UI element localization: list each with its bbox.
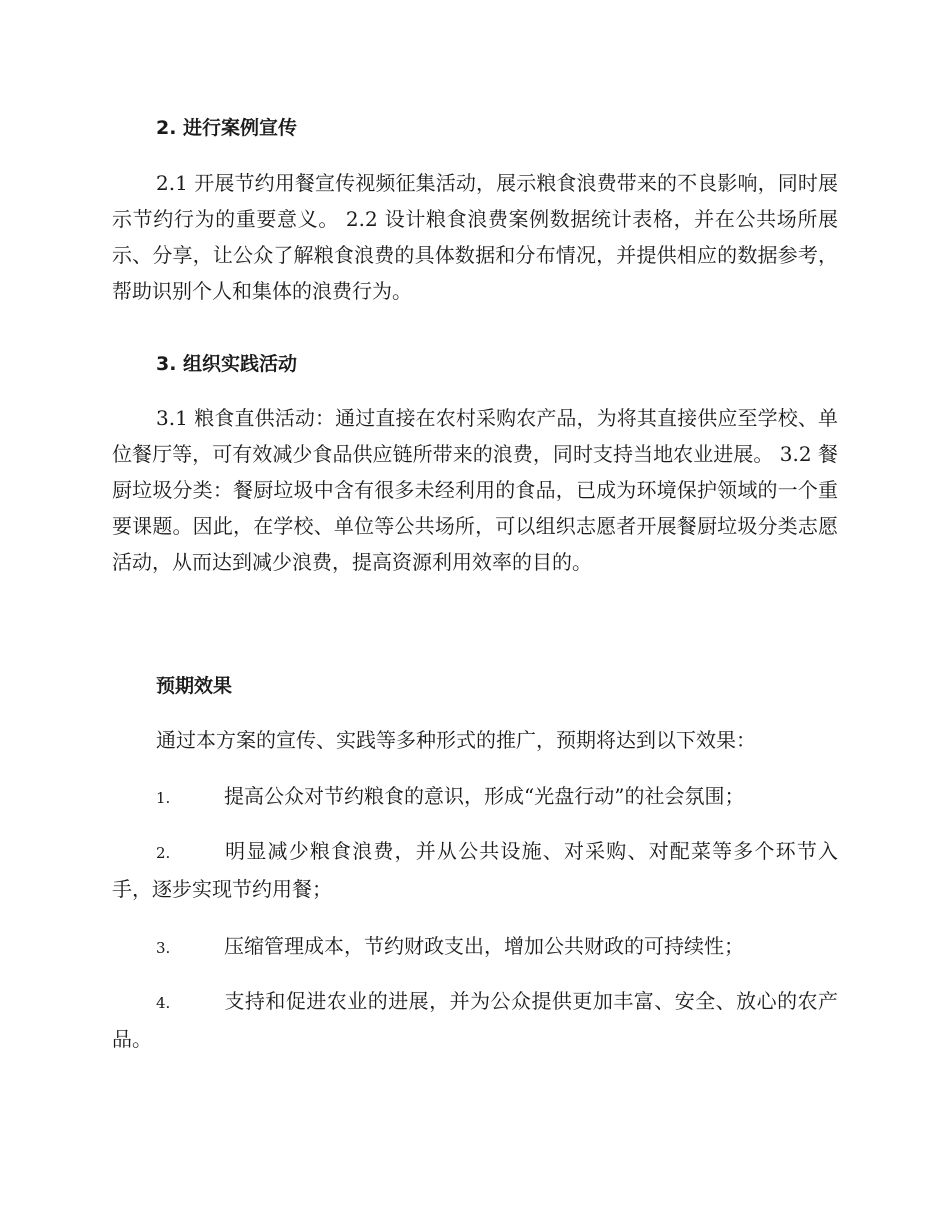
- paragraph-practice-activities: 3.1 粮食直供活动：通过直接在农村采购农产品，为将其直接供应至学校、单位餐厅等，可有效减少食品供应链所带来的浪费，同时支持当地农业进展。 3.2 餐厨垃圾分类：餐厨垃圾中含有很多未经利用的食品，已成为环境保护领域的一个重要课题。因此，在学校、单位等公共场所，可以组织志愿者开展餐厨垃圾分类志愿活动，从而达到减少浪费，提高资源利用效率的目的。: [112, 406, 838, 574]
- list-item-text: 支持和促进农业的进展，并为公众提供更加丰富、安全、放心的农产品。: [112, 989, 838, 1051]
- list-item-text: 压缩管理成本，节约财政支出，增加公共财政的可持续性；: [224, 934, 744, 958]
- list-item: [112, 983, 838, 1057]
- section-heading-case-promotion: 2. 进行案例宣传: [156, 117, 298, 139]
- paragraph-case-promotion: 2.1 开展节约用餐宣传视频征集活动，展示粮食浪费带来的不良影响，同时展示节约行为的重要意义。 2.2 设计粮食浪费案例数据统计表格，并在公共场所展示、分享，让公众了解粮食浪费的具体数据和分布情况，并提供相应的数据参考，帮助识别个人和集体的浪费行为。: [112, 171, 838, 303]
- list-item-number: 2.: [156, 844, 171, 862]
- section-heading-expected-effects: 预期效果: [156, 675, 233, 697]
- list-item-number: 3.: [156, 939, 171, 957]
- list-item: [112, 833, 838, 907]
- list-item-text: 提高公众对节约粮食的意识，形成“光盘行动”的社会氛围；: [224, 784, 745, 808]
- list-item-text: 明显减少粮食浪费，并从公共设施、对采购、对配菜等多个环节入手，逐步实现节约用餐；: [112, 839, 838, 901]
- list-item-number: 4.: [156, 994, 171, 1012]
- list-item-number: 1.: [156, 789, 171, 807]
- section-heading-practice-activities: 3. 组织实践活动: [156, 353, 298, 375]
- list-item: [112, 778, 838, 816]
- document-page: [112, 0, 838, 1230]
- list-item: [112, 928, 838, 966]
- paragraph-expected-effects-intro: 通过本方案的宣传、实践等多种形式的推广，预期将达到以下效果：: [156, 728, 756, 752]
